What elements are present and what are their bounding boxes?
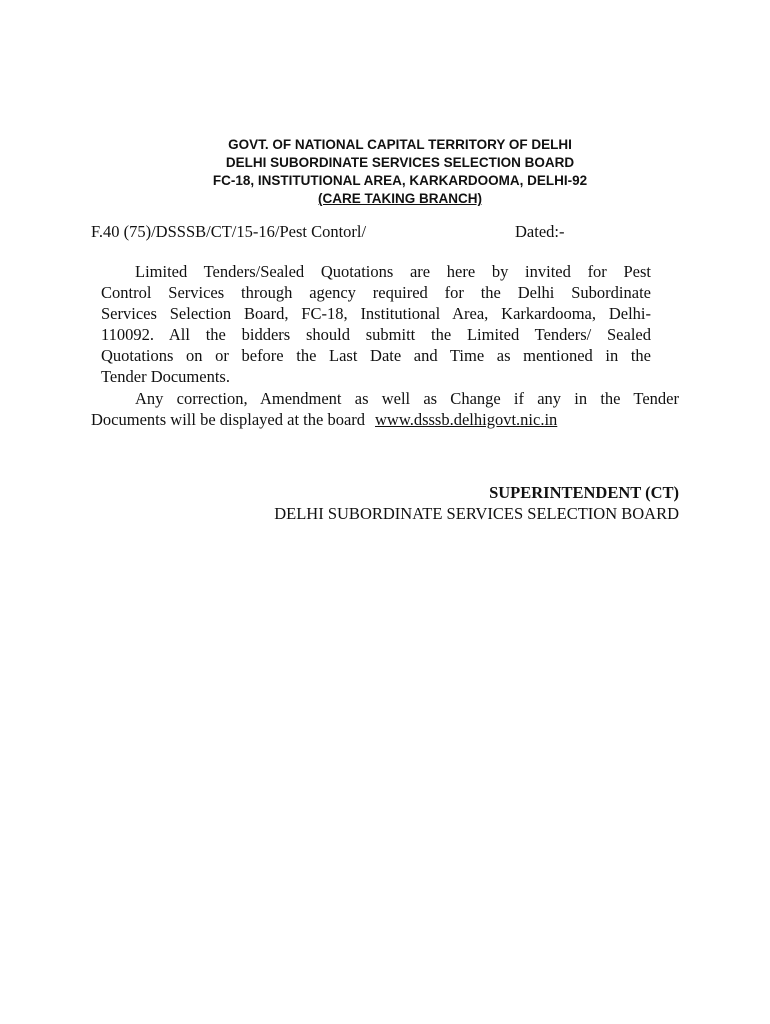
letterhead [150, 136, 650, 208]
website-link[interactable]: www.dsssb.delhigovt.nic.in [375, 410, 558, 429]
signatory-title: SUPERINTENDENT (CT) [489, 483, 679, 502]
paragraph-line: Tender Documents. [101, 367, 230, 386]
file-reference-number: F.40 (75)/DSSSB/CT/15-16/Pest Contorl/ [91, 222, 367, 241]
paragraph-line: Limited Tenders/Sealed Quotations are here by invited for Pest [135, 262, 651, 281]
amendment-notice-paragraph [91, 388, 679, 430]
paragraph-text: Documents will be displayed at the board [91, 410, 366, 429]
header-line-govt: GOVT. OF NATIONAL CAPITAL TERRITORY OF DELHI [228, 137, 572, 152]
paragraph-line: 110092. All the bidders should submitt the Limited Tenders/ Sealed [101, 325, 651, 344]
paragraph-line: Quotations on or before the Last Date and Time as mentioned in the [101, 346, 651, 365]
paragraph-line-with-link [91, 409, 679, 430]
paragraph-line: Services Selection Board, FC-18, Institutional Area, Karkardooma, Delhi- [101, 304, 651, 323]
signatory-organization: DELHI SUBORDINATE SERVICES SELECTION BOARD [274, 504, 679, 523]
tender-invitation-paragraph [101, 261, 651, 387]
dated-label: Dated:- [515, 222, 565, 241]
paragraph-line: Any correction, Amendment as well as Change if any in the Tender [135, 389, 679, 408]
header-line-branch: (CARE TAKING BRANCH) [318, 191, 482, 206]
paragraph-line: Control Services through agency required for the Delhi Subordinate [101, 283, 651, 302]
header-line-address: FC-18, INSTITUTIONAL AREA, KARKARDOOMA, DELHI-92 [212, 173, 588, 188]
header-line-board: DELHI SUBORDINATE SERVICES SELECTION BOARD [225, 155, 575, 170]
